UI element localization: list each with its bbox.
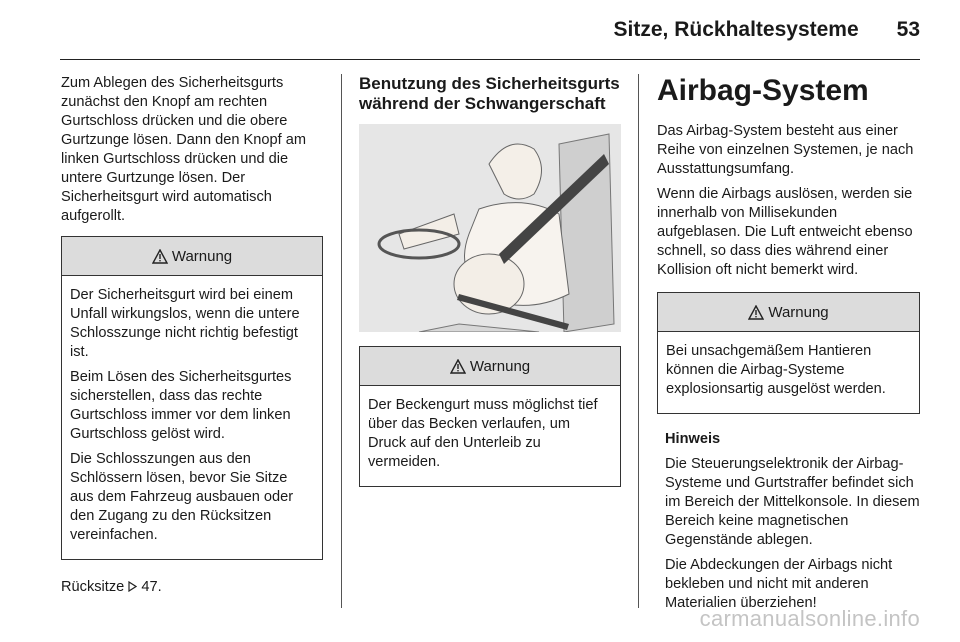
- page-reference-arrow-icon: [128, 581, 137, 592]
- body-paragraph: Wenn die Airbags auslösen, werden sie innerhalb von Millisekunden aufgeblasen. Die Luft entweicht ebenso schnell, so dass dies während einer Kollision oft nicht bemerkt wird.: [657, 186, 913, 278]
- watermark: carmanualsonline.info: [699, 606, 920, 631]
- section-heading-airbag: Airbag-System: [657, 74, 869, 107]
- warning-triangle-icon: [152, 249, 168, 264]
- column-1: [61, 74, 323, 603]
- warning-triangle-icon: [748, 305, 764, 320]
- warning-box-seatbelt: [61, 236, 323, 560]
- warning-body: [658, 332, 919, 413]
- column-3: [657, 74, 920, 619]
- intro-paragraph: Zum Ablegen des Sicherheitsgurts zunächst den Knopf am rechten Gurtschloss drücken und die obere Gurtzunge lösen. Dann den Knopf am linken Gurtschloss drücken und die untere Gurtzunge lösen. Der Sicherheitsgurt wird automatisch aufgerollt.: [61, 75, 307, 224]
- warning-paragraph: Bei unsachgemäßem Hantieren können die Airbag-Systeme explosionsartig ausgelöst werden.: [666, 343, 886, 397]
- page-title: Sitze, Rückhaltesysteme: [613, 18, 859, 41]
- warning-label: Warnung: [469, 357, 531, 375]
- warning-body: [360, 386, 620, 486]
- warning-triangle-icon: [450, 359, 466, 374]
- body-paragraph: Das Airbag-System besteht aus einer Reihe von einzelnen Systemen, je nach Ausstattungsumfang.: [657, 123, 914, 177]
- warning-paragraph: Der Sicherheitsgurt wird bei einem Unfall wirkungslos, wenn die untere Schlosszunge nicht richtig befestigt ist.: [70, 287, 300, 360]
- column-2: [359, 74, 621, 487]
- column-divider-2: [638, 74, 639, 608]
- note-paragraph: Die Steuerungselektronik der Airbag-Systeme und Gurtstraffer befindet sich im Bereich der Mittelkonsole. In diesem Bereich keine magnetischen Gegenstände ablegen.: [665, 456, 920, 548]
- warning-header: [360, 347, 620, 386]
- page-number: 53: [896, 18, 920, 41]
- warning-header: [62, 237, 322, 276]
- note-block: [657, 430, 920, 613]
- warning-header: [658, 293, 919, 332]
- note-paragraph: Die Abdeckungen der Airbags nicht bekleben und nicht mit anderen Materialien überziehen!: [665, 557, 893, 611]
- warning-label: Warnung: [768, 303, 829, 321]
- section-heading: Benutzung des Sicherheitsgurts während der Schwangerschaft: [359, 74, 620, 113]
- page-header: [614, 18, 920, 42]
- note-label: Hinweis: [665, 431, 721, 447]
- pregnant-seatbelt-illustration: [359, 124, 621, 332]
- reference-text: Rücksitze: [61, 579, 125, 595]
- warning-paragraph: Beim Lösen des Sicherheitsgurtes sicherstellen, dass das rechte Gurtschloss immer vor dem linken Gurtschloss gelöst wird.: [70, 369, 292, 442]
- warning-box-airbag: [657, 292, 920, 414]
- header-rule: [60, 59, 920, 60]
- pregnant-driver-image: [359, 124, 621, 332]
- reference-page: 47.: [141, 579, 162, 595]
- warning-paragraph: Der Beckengurt muss möglichst tief über das Becken verlaufen, um Druck auf den Unterleib zu vermeiden.: [368, 397, 598, 470]
- warning-label: Warnung: [171, 247, 233, 265]
- warning-box-pregnancy: [359, 346, 621, 487]
- column-divider-1: [341, 74, 342, 608]
- reference-line: [61, 578, 323, 597]
- warning-paragraph: Die Schlosszungen aus den Schlössern lösen, bevor Sie Sitze aus dem Fahrzeug ausbauen oder den Zugang zu den Rücksitzen vereinfachen.: [70, 451, 294, 543]
- warning-body: [62, 276, 322, 559]
